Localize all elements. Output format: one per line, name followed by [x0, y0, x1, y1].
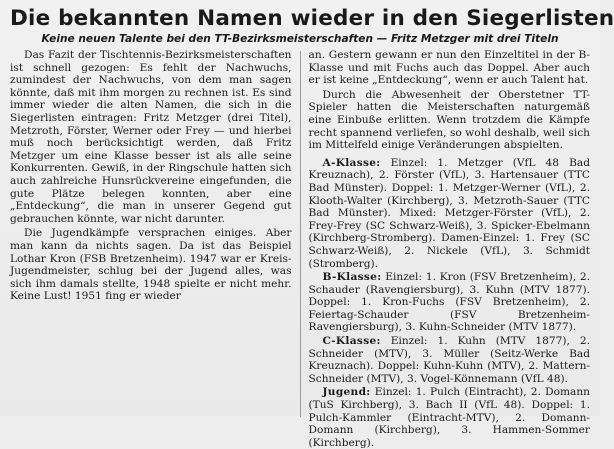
article-paragraph: Die Jugendkämpfe versprachen einiges. Aber man kann da nichts sagen. Da ist das Beispiel Lothar Kron (FSB Bretzenheim). 1947 war er Kreis-Jugendmeister, schlug bei der Jugend alles, was sich ihm damals stellte, 1948 spielte er nicht mehr. Keine Lust! 1951 fing er wieder — [10, 227, 292, 303]
results-c-klasse — [309, 335, 591, 385]
results-label: B-Klasse: — [322, 271, 382, 284]
results-a-klasse — [309, 157, 591, 270]
article-columns — [10, 49, 590, 449]
results-label: A-Klasse: — [322, 156, 381, 169]
results-label: C-Klasse: — [322, 335, 381, 348]
subheadline: Keine neuen Talente bei den TT-Bezirksmeisterschaften — Fritz Metzger mit drei Titeln — [41, 33, 559, 45]
article-paragraph: an. Gestern gewann er nun den Einzeltitel in der B-Klasse und mit Fuchs auch das Doppel. Aber auch er ist keine „Entdeckung“, wenn er auch Talent hat. — [308, 49, 590, 87]
article-paragraph: Durch die Abwesenheit der Oberstetner TT-Spieler hatten die Meisterschaften naturgemäß eine Einbuße erlitten. Wenn trotzdem die Kämpfe recht spannend verliefen, so wohl deshalb, weil sich im Mittelfeld einige Veränderungen abspielten. — [308, 88, 590, 152]
results-jugend — [309, 386, 591, 449]
results-text: Einzel: 1. Pulch (Eintracht), 2. Domann (TuS Kirchberg), 3. Bach II (VfL 48). Doppel: 1. Pulch-Kammler (Eintracht-MTV), 2. Domann-Domann (Kirchberg), 3. Hammen-Sommer (Kirchberg). — [308, 386, 590, 449]
article-paragraph: Das Fazit der Tischtennis-Bezirksmeisterschaften ist schnell gezogen: Es fehlt der Nachwuchs, zumindest der Nachwuchs, von dem man sagen könnte, daß mit ihm morgen zu rechnen ist. Es sind immer wieder die alten Namen, die sich in die Siegerlisten eintragen: Fritz Metzger (drei Titel), Metzroth, Förster, Werner oder Frey — und hierbei muß noch berücksichtigt werden, daß Fritz Metzger um eine Klasse besser ist als alle seine Konkurrenten. Gewiß, in der Ringschule hatten sich auch zahlreiche Hunsrückvereine eingefunden, die gute Plätze belegen konnten, aber eine „Entdeckung“, die man in unserer Gegend gut gebrauchen könnte, war nicht darunter. — [10, 49, 292, 225]
results-text: Einzel: 1. Kron (FSV Bretzenheim), 2. Schauder (Ravengiersburg), 3. Kuhn (MTV 1877). Doppel: 1. Kron-Fuchs (FSV Bretzenheim), 2. Feiertag-Schauder (FSV Bretzenheim-Ravengiersburg), 3. Kuhn-Schneider (MTV 1877). — [308, 271, 590, 334]
results-label: Jugend: — [322, 386, 371, 399]
results-text: Einzel: 1. Metzger (VfL 48 Bad Kreuznach), 2. Förster (VfL), 3. Hartensauer (TTC Bad Münster). Doppel: 1. Metzger-Werner (VfL), 2. Klooth-Walter (Kirchberg), 3. Metzroth-Sauer (TTC Bad Münster). Mixed: Metzger-Förster (VfL), 2. Frey-Frey (SC Schwarz-Weiß), 3. Spicker-Ebelmann (Kirchberg-Stromberg). Damen-Einzel: 1. Frey (SC Schwarz-Weiß), 2. Nickele (VfL), 3. Schmidt (Stromberg). — [308, 156, 590, 270]
results-b-klasse — [309, 271, 591, 334]
column-divider — [300, 51, 301, 417]
results-text: Einzel: 1. Kuhn (MTV 1877), 2. Schneider (MTV), 3. Müller (Seitz-Werke Bad Kreuznach). Doppel: Kuhn-Kuhn (MTV), 2. Mattern-Schneider (MTV), 3. Vogel-Könnemann (VfL 48). — [308, 335, 590, 385]
left-column — [10, 49, 292, 419]
right-column — [308, 49, 591, 449]
headline: Die bekannten Namen wieder in den Siegerlisten — [10, 6, 614, 31]
